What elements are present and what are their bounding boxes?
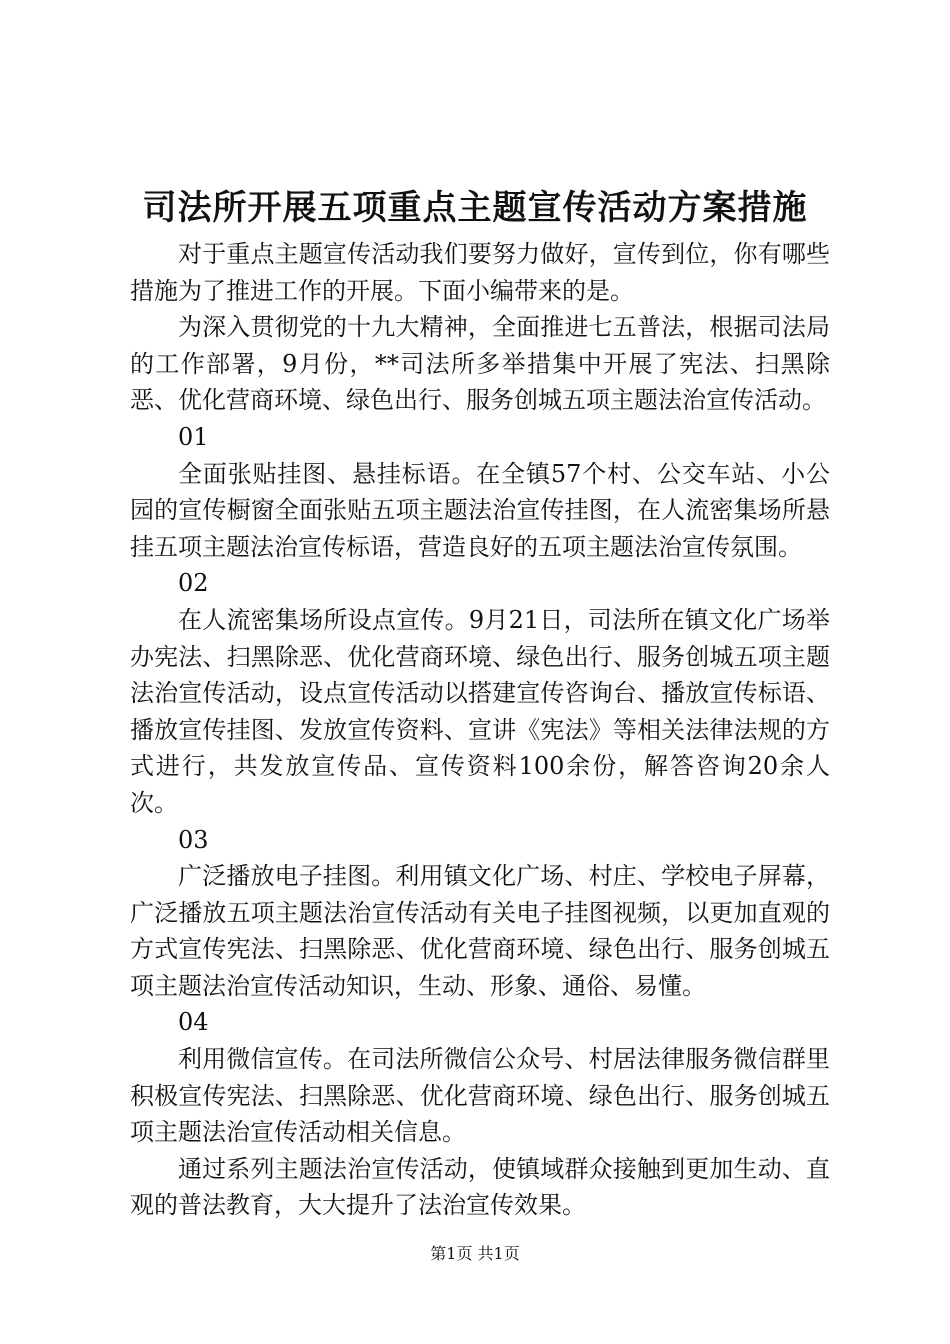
document-title: 司法所开展五项重点主题宣传活动方案措施: [142, 188, 808, 228]
document-body: [130, 236, 830, 1224]
section-number-01: 01: [178, 422, 209, 451]
paragraph-intro: 对于重点主题宣传活动我们要努力做好，宣传到位，你有哪些措施为了推进工作的开展。下面小编带来的是。: [130, 240, 830, 305]
paragraph-overview: 为深入贯彻党的十九大精神，全面推进七五普法，根据司法局的工作部署，9月份，**司法所多举措集中开展了宪法、扫黑除恶、优化营商环境、绿色出行、服务创城五项主题法治宣传活动。: [130, 313, 830, 415]
paragraph-conclusion: 通过系列主题法治宣传活动，使镇域群众接触到更加生动、直观的普法教育，大大提升了法治宣传效果。: [130, 1154, 830, 1220]
section-number-02: 02: [178, 569, 209, 598]
paragraph-wechat: 利用微信宣传。在司法所微信公众号、村居法律服务微信群里积极宣传宪法、扫黑除恶、优化营商环境、绿色出行、服务创城五项主题法治宣传活动相关信息。: [130, 1045, 830, 1147]
paragraph-screens: 广泛播放电子挂图。利用镇文化广场、村庄、学校电子屏幕，广泛播放五项主题法治宣传活动有关电子挂图视频，以更加直观的方式宣传宪法、扫黑除恶、优化营商环境、绿色出行、服务创城五项主题法治宣传活动知识，生动、形象、通俗、易懂。: [130, 862, 830, 1000]
section-number-03: 03: [178, 825, 209, 854]
section-number-04: 04: [178, 1008, 209, 1037]
paragraph-booth: 在人流密集场所设点宣传。9月21日，司法所在镇文化广场举办宪法、扫黑除恶、优化营商环境、绿色出行、服务创城五项主题法治宣传活动，设点宣传活动以搭建宣传咨询台、播放宣传标语、播放宣传挂图、发放宣传资料、宣讲《宪法》等相关法律法规的方式进行，共发放宣传品、宣传资料100余份，解答咨询20余人次。: [130, 605, 830, 817]
page-footer: 第1页 共1页: [430, 1244, 520, 1263]
paragraph-posters: 全面张贴挂图、悬挂标语。在全镇57个村、公交车站、小公园的宣传橱窗全面张贴五项主题法治宣传挂图，在人流密集场所悬挂五项主题法治宣传标语，营造良好的五项主题法治宣传氛围。: [130, 459, 830, 561]
